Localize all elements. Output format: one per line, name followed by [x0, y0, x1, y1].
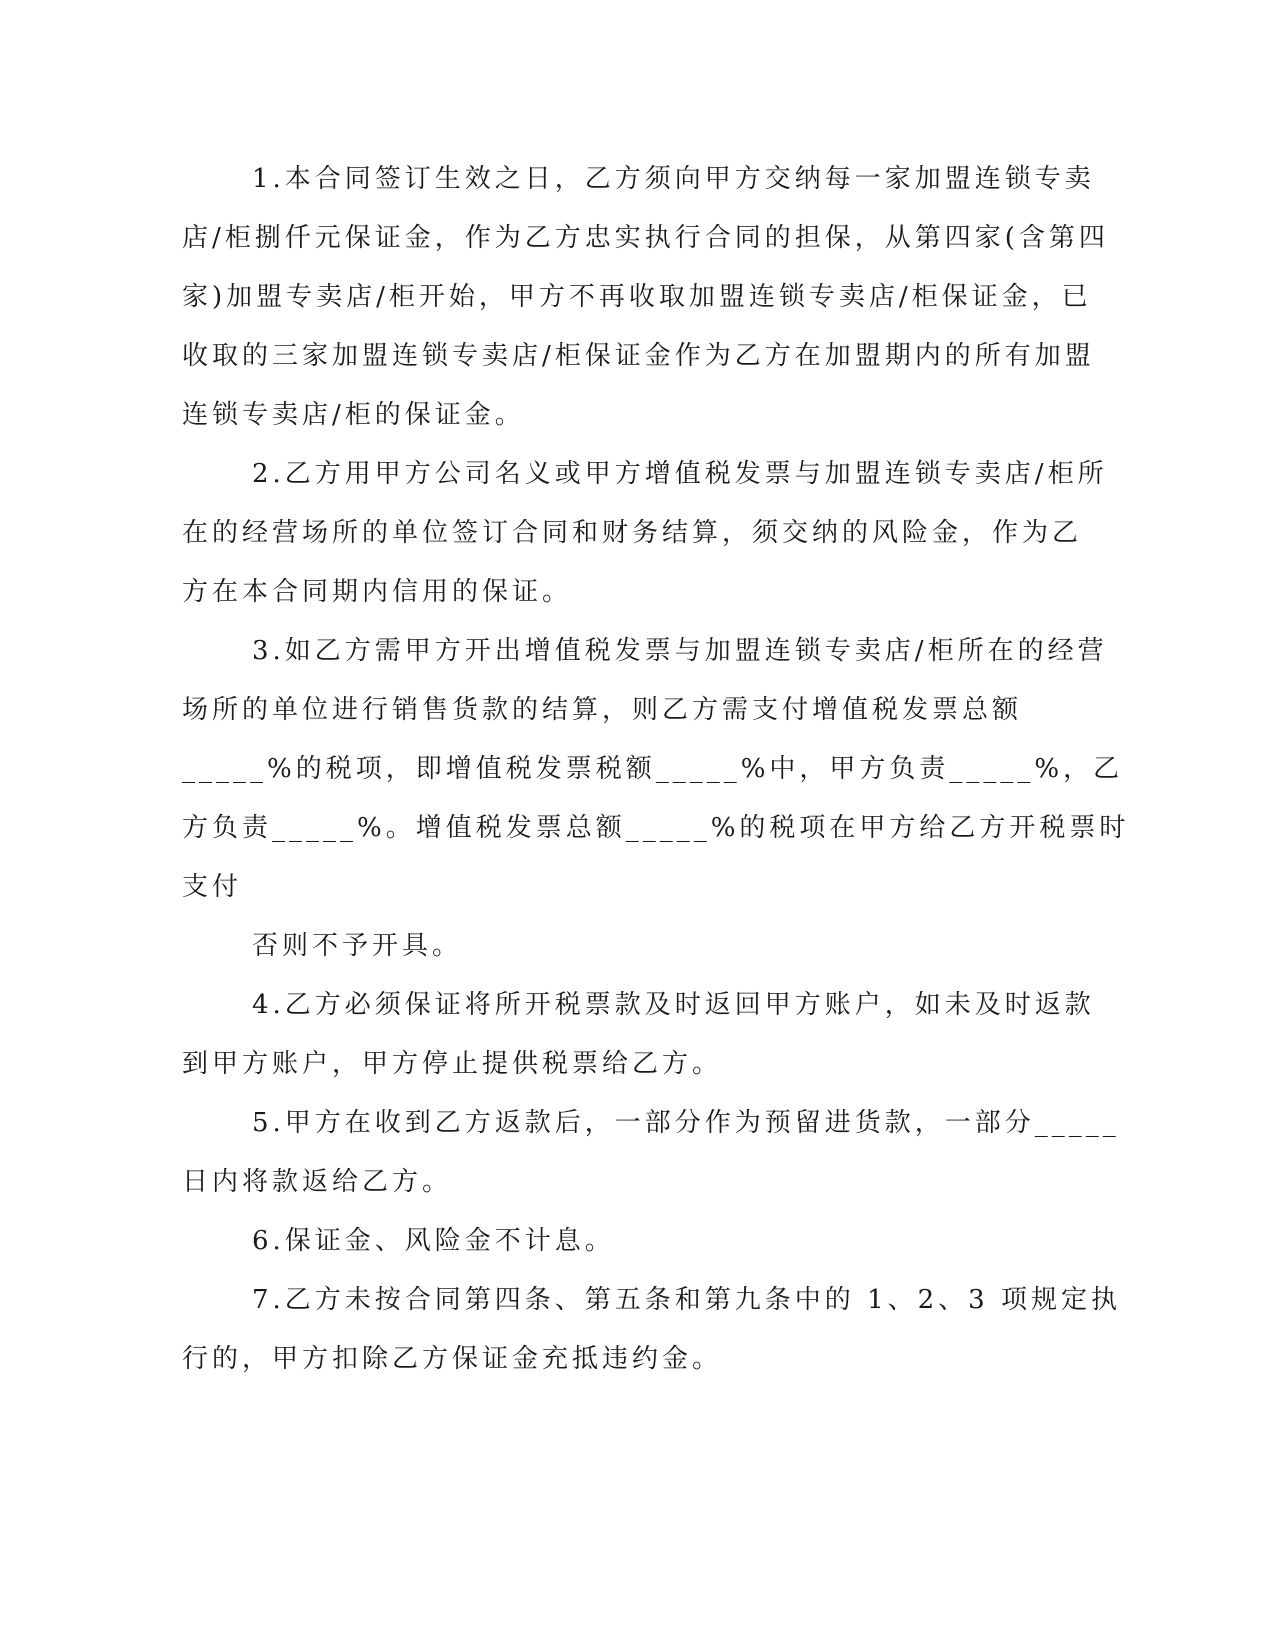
clause-3-line-5: 支付 [182, 872, 243, 902]
clause-3-line-4: 方负责_____%。增值税发票总额_____%的税项在甲方给乙方开税票时 [182, 813, 1130, 843]
clause-4-line-2: 到甲方账户，甲方停止提供税票给乙方。 [182, 1049, 723, 1079]
clause-1-line-2: 店/柜捌仟元保证金，作为乙方忠实执行合同的担保，从第四家(含第四 [182, 223, 1109, 253]
clause-5-line-1: 5.甲方在收到乙方返款后，一部分作为预留进货款，一部分_____ [252, 1108, 1120, 1138]
clause-1-line-3: 家)加盟专卖店/柜开始，甲方不再收取加盟连锁专卖店/柜保证金，已 [182, 282, 1092, 312]
clause-3-line-1: 3.如乙方需甲方开出增值税发票与加盟连锁专卖店/柜所在的经营 [252, 636, 1108, 666]
document-body [182, 150, 1130, 1389]
clause-6-line-1: 6.保证金、风险金不计息。 [252, 1226, 615, 1256]
clause-4-line-1: 4.乙方必须保证将所开税票款及时返回甲方账户，如未及时返款 [252, 990, 1095, 1020]
clause-3-line-2: 场所的单位进行销售货款的结算，则乙方需支付增值税发票总额 [182, 695, 1023, 725]
clause-3-line-3: _____%的税项，即增值税发票税额_____%中，甲方负责_____%，乙 [182, 754, 1124, 784]
clause-7-line-2: 行的，甲方扣除乙方保证金充抵违约金。 [182, 1344, 723, 1374]
clause-5-line-2: 日内将款返给乙方。 [182, 1167, 453, 1197]
clause-2-line-1: 2.乙方用甲方公司名义或甲方增值税发票与加盟连锁专卖店/柜所 [252, 459, 1108, 489]
clause-2-line-3: 方在本合同期内信用的保证。 [182, 577, 573, 607]
clause-1-line-1: 1.本合同签订生效之日，乙方须向甲方交纳每一家加盟连锁专卖 [252, 164, 1095, 194]
clause-1-line-4: 收取的三家加盟连锁专卖店/柜保证金作为乙方在加盟期内的所有加盟 [182, 341, 1095, 371]
clause-7-line-1: 7.乙方未按合同第四条、第五条和第九条中的 1、2、3 项规定执 [252, 1285, 1121, 1315]
clause-3-line-6: 否则不予开具。 [252, 931, 463, 961]
clause-2-line-2: 在的经营场所的单位签订合同和财务结算，须交纳的风险金，作为乙 [182, 518, 1083, 548]
clause-1-line-5: 连锁专卖店/柜的保证金。 [182, 400, 525, 430]
